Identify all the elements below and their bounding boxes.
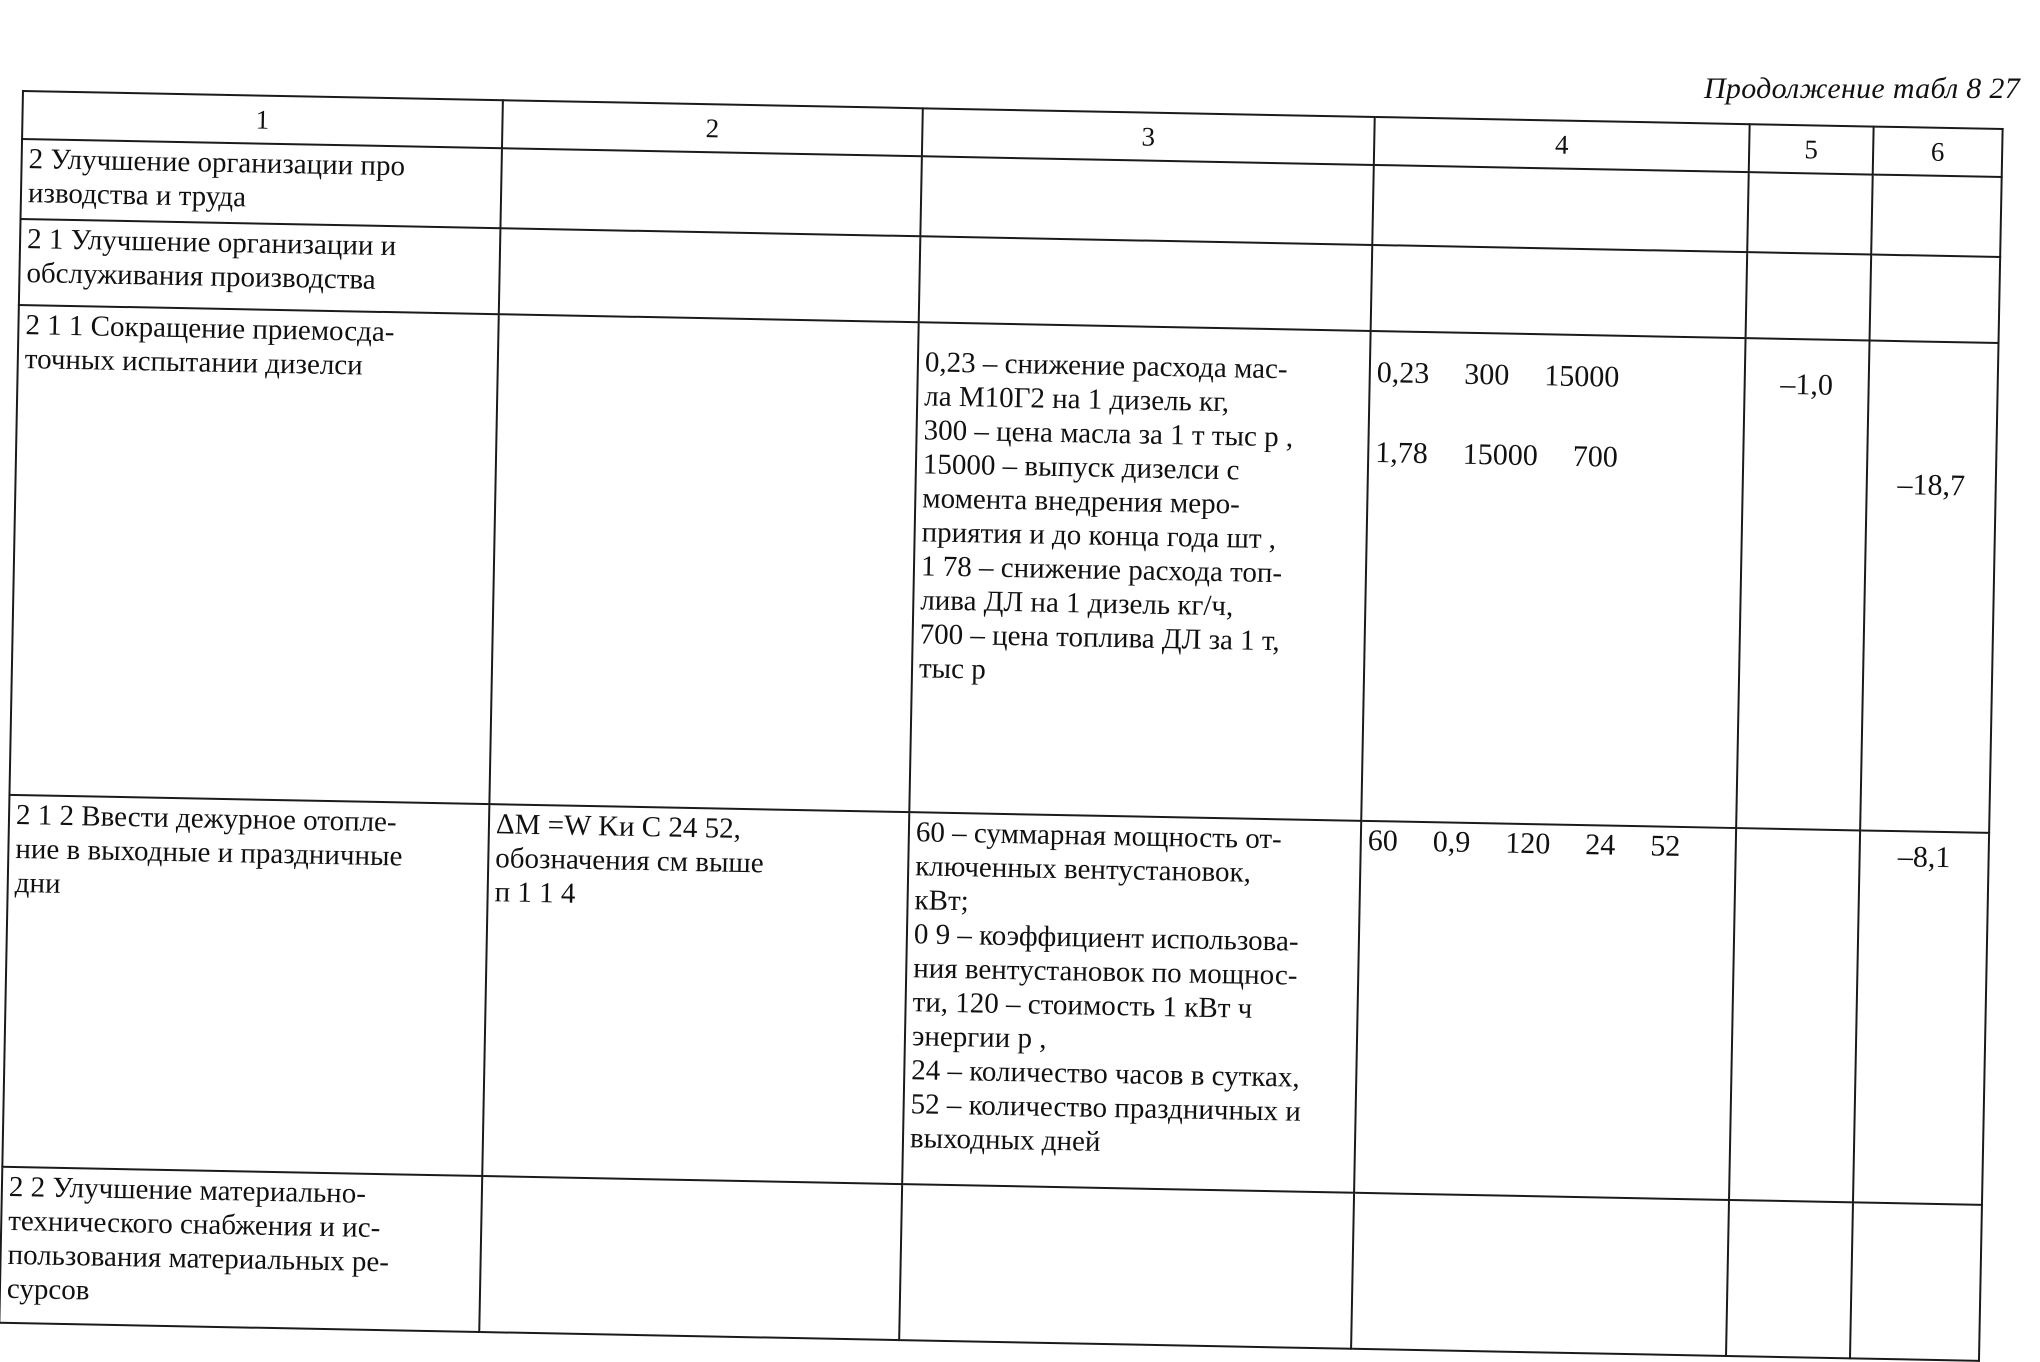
cell-col6: –18,7 (1860, 341, 1998, 833)
cell-measure: 2 1 2 Ввести дежурное отопле- ние в выходные и праздничные дни (2, 795, 489, 1176)
cell-explanation (919, 236, 1373, 331)
cell-calculation (1372, 165, 1748, 252)
column-header-3: 3 (922, 108, 1375, 165)
cell-col5 (1726, 1200, 1853, 1358)
cell-formula (489, 314, 918, 812)
cell-calculation (1354, 821, 1736, 1200)
cell-formula (500, 148, 921, 236)
cell-col6 (1871, 175, 2002, 257)
cell-measure: 2 1 1 Сокращение приемосда- точных испытании дизелси (9, 305, 498, 804)
table-row (9, 305, 1998, 833)
cell-measure: 2 Улучшение организации про изводства и труда (21, 139, 502, 228)
cell-col5 (1729, 828, 1860, 1202)
cell-col5 (1747, 172, 1873, 254)
cell-col5 (1746, 252, 1872, 340)
calc-line-power: 60 0,9 120 24 52 (1367, 823, 1681, 863)
cell-col5: –1,0 (1736, 338, 1869, 830)
table-row (2, 795, 1989, 1205)
cell-explanation (920, 156, 1373, 245)
cell-formula (499, 228, 921, 322)
column-header-6: 6 (1873, 127, 2003, 177)
cell-calculation (1361, 331, 1745, 828)
column-header-1: 1 (22, 91, 503, 148)
cell-col6 (1850, 1202, 1982, 1360)
economic-effect-table (0, 90, 2004, 1362)
table-caption: Продолжение табл 8 27 (1703, 72, 2020, 105)
calc-line-fuel: 1,78 15000 700 (1374, 436, 1619, 474)
cell-formula: ΔМ =W Kи C 24 52, обозначения см выше п 1 1 4 (482, 804, 909, 1184)
cell-col6: –8,1 (1853, 830, 1989, 1204)
column-header-2: 2 (502, 100, 923, 156)
cell-measure: 2 2 Улучшение материально- технического снабжения и ис- пользования материальных ре- сурсов (0, 1167, 482, 1332)
cell-formula (479, 1176, 902, 1340)
calc-line-oil: 0,23 300 15000 (1376, 356, 1620, 394)
cell-explanation: 60 – суммарная мощность от- ключенных вентустановок, кВт; 0 9 – коэффициент использова- ния вентустановок по мощнос- ти, 120 – стоимость 1 кВт ч энергии р , 24 – количество часов в сутках, 52 – количество праздничных и выходных дней (902, 812, 1361, 1193)
cell-col6 (1870, 255, 2001, 343)
cell-explanation (899, 1184, 1354, 1349)
cell-calculation (1371, 245, 1748, 338)
cell-explanation: 0,23 – снижение расхода мас- ла М10Г2 на 1 дизель кг, 300 – цена масла за 1 т тыс р , 15000 – выпуск дизелси с момента внедрения меро- приятия и до конца года шт , 1 78 – снижение расхода топ- лива ДЛ на 1 дизель кг/ч, 700 – цена топлива ДЛ за 1 т, тыс р (909, 322, 1370, 821)
table-container (0, 90, 2002, 1362)
cell-measure: 2 1 Улучшение организации и обслуживания производства (19, 219, 501, 314)
column-header-5: 5 (1749, 124, 1874, 174)
column-header-4: 4 (1374, 117, 1750, 172)
cell-calculation (1351, 1193, 1729, 1356)
